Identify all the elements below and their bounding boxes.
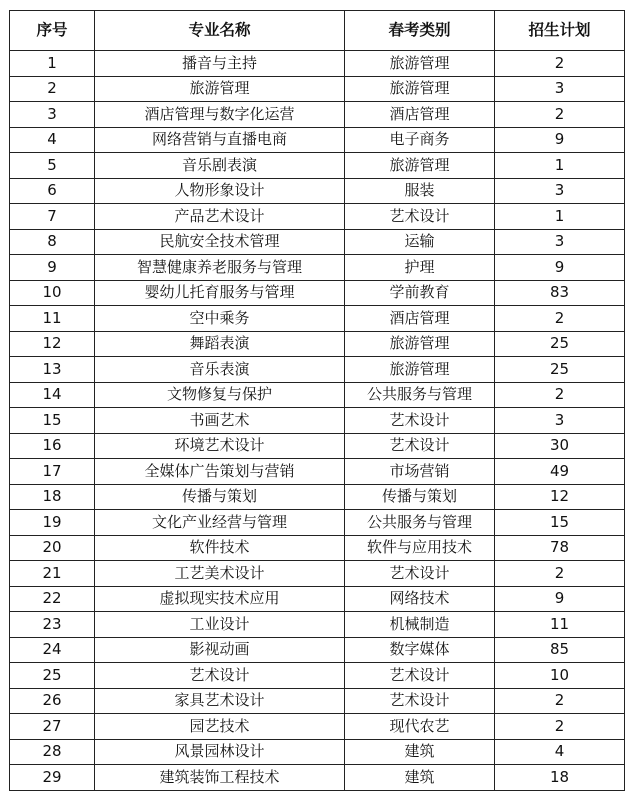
cell-serial-number: 25 [10, 663, 95, 689]
table-row [10, 76, 625, 102]
cell-exam-category: 艺术设计 [345, 663, 495, 689]
cell-exam-category: 艺术设计 [345, 433, 495, 459]
cell-serial-number: 17 [10, 459, 95, 485]
cell-enrollment-plan: 9 [495, 127, 625, 153]
table-row [10, 408, 625, 434]
cell-major-name: 影视动画 [95, 637, 345, 663]
cell-serial-number: 16 [10, 433, 95, 459]
cell-major-name: 传播与策划 [95, 484, 345, 510]
cell-serial-number: 9 [10, 255, 95, 281]
cell-enrollment-plan: 2 [495, 102, 625, 128]
cell-exam-category: 酒店管理 [345, 306, 495, 332]
cell-exam-category: 艺术设计 [345, 408, 495, 434]
table-row [10, 229, 625, 255]
table-row [10, 510, 625, 536]
cell-enrollment-plan: 3 [495, 178, 625, 204]
table-row [10, 102, 625, 128]
table-row [10, 739, 625, 765]
cell-enrollment-plan: 2 [495, 561, 625, 587]
cell-exam-category: 旅游管理 [345, 76, 495, 102]
cell-exam-category: 电子商务 [345, 127, 495, 153]
cell-serial-number: 6 [10, 178, 95, 204]
table-row [10, 280, 625, 306]
cell-serial-number: 8 [10, 229, 95, 255]
cell-exam-category: 建筑 [345, 765, 495, 791]
cell-major-name: 婴幼儿托育服务与管理 [95, 280, 345, 306]
table-row [10, 382, 625, 408]
cell-enrollment-plan: 4 [495, 739, 625, 765]
table-row [10, 535, 625, 561]
cell-major-name: 旅游管理 [95, 76, 345, 102]
table-row [10, 127, 625, 153]
table-row [10, 561, 625, 587]
table-row [10, 255, 625, 281]
cell-major-name: 建筑装饰工程技术 [95, 765, 345, 791]
cell-enrollment-plan: 25 [495, 331, 625, 357]
cell-exam-category: 公共服务与管理 [345, 382, 495, 408]
cell-major-name: 空中乘务 [95, 306, 345, 332]
table-row [10, 663, 625, 689]
table-row [10, 433, 625, 459]
cell-major-name: 文物修复与保护 [95, 382, 345, 408]
cell-exam-category: 公共服务与管理 [345, 510, 495, 536]
cell-serial-number: 5 [10, 153, 95, 179]
cell-serial-number: 14 [10, 382, 95, 408]
table-row [10, 178, 625, 204]
cell-exam-category: 服装 [345, 178, 495, 204]
cell-exam-category: 市场营销 [345, 459, 495, 485]
cell-enrollment-plan: 10 [495, 663, 625, 689]
cell-serial-number: 15 [10, 408, 95, 434]
table-row [10, 357, 625, 383]
header-exam-category: 春考类别 [345, 11, 495, 51]
cell-serial-number: 3 [10, 102, 95, 128]
cell-exam-category: 旅游管理 [345, 153, 495, 179]
table-row [10, 204, 625, 230]
cell-major-name: 民航安全技术管理 [95, 229, 345, 255]
cell-major-name: 产品艺术设计 [95, 204, 345, 230]
cell-serial-number: 28 [10, 739, 95, 765]
cell-enrollment-plan: 9 [495, 255, 625, 281]
cell-serial-number: 26 [10, 688, 95, 714]
cell-serial-number: 2 [10, 76, 95, 102]
cell-exam-category: 传播与策划 [345, 484, 495, 510]
cell-major-name: 家具艺术设计 [95, 688, 345, 714]
table-row [10, 612, 625, 638]
cell-exam-category: 机械制造 [345, 612, 495, 638]
cell-serial-number: 4 [10, 127, 95, 153]
cell-enrollment-plan: 25 [495, 357, 625, 383]
table-row [10, 765, 625, 791]
cell-serial-number: 21 [10, 561, 95, 587]
cell-major-name: 文化产业经营与管理 [95, 510, 345, 536]
header-row [10, 11, 625, 51]
cell-serial-number: 13 [10, 357, 95, 383]
cell-major-name: 智慧健康养老服务与管理 [95, 255, 345, 281]
cell-serial-number: 23 [10, 612, 95, 638]
cell-major-name: 艺术设计 [95, 663, 345, 689]
cell-enrollment-plan: 2 [495, 714, 625, 740]
table-row [10, 637, 625, 663]
table-row [10, 484, 625, 510]
cell-enrollment-plan: 49 [495, 459, 625, 485]
cell-enrollment-plan: 15 [495, 510, 625, 536]
cell-exam-category: 旅游管理 [345, 51, 495, 77]
table-row [10, 459, 625, 485]
cell-serial-number: 24 [10, 637, 95, 663]
cell-exam-category: 运输 [345, 229, 495, 255]
cell-enrollment-plan: 83 [495, 280, 625, 306]
cell-major-name: 音乐剧表演 [95, 153, 345, 179]
cell-exam-category: 数字媒体 [345, 637, 495, 663]
cell-exam-category: 酒店管理 [345, 102, 495, 128]
cell-enrollment-plan: 85 [495, 637, 625, 663]
cell-serial-number: 10 [10, 280, 95, 306]
table-row [10, 331, 625, 357]
cell-enrollment-plan: 2 [495, 688, 625, 714]
cell-serial-number: 29 [10, 765, 95, 791]
cell-major-name: 播音与主持 [95, 51, 345, 77]
cell-serial-number: 27 [10, 714, 95, 740]
table-row [10, 306, 625, 332]
cell-major-name: 舞蹈表演 [95, 331, 345, 357]
cell-exam-category: 学前教育 [345, 280, 495, 306]
table-row [10, 688, 625, 714]
cell-serial-number: 22 [10, 586, 95, 612]
cell-serial-number: 12 [10, 331, 95, 357]
cell-enrollment-plan: 9 [495, 586, 625, 612]
cell-exam-category: 建筑 [345, 739, 495, 765]
cell-enrollment-plan: 2 [495, 51, 625, 77]
cell-major-name: 人物形象设计 [95, 178, 345, 204]
header-major-name: 专业名称 [95, 11, 345, 51]
cell-enrollment-plan: 78 [495, 535, 625, 561]
cell-major-name: 风景园林设计 [95, 739, 345, 765]
table-row [10, 586, 625, 612]
cell-serial-number: 7 [10, 204, 95, 230]
cell-major-name: 环境艺术设计 [95, 433, 345, 459]
cell-major-name: 音乐表演 [95, 357, 345, 383]
cell-enrollment-plan: 30 [495, 433, 625, 459]
cell-enrollment-plan: 12 [495, 484, 625, 510]
table-row [10, 714, 625, 740]
cell-exam-category: 艺术设计 [345, 688, 495, 714]
cell-enrollment-plan: 2 [495, 306, 625, 332]
cell-major-name: 工业设计 [95, 612, 345, 638]
cell-major-name: 酒店管理与数字化运营 [95, 102, 345, 128]
cell-major-name: 书画艺术 [95, 408, 345, 434]
cell-serial-number: 19 [10, 510, 95, 536]
header-serial-number: 序号 [10, 11, 95, 51]
header-enrollment-plan: 招生计划 [495, 11, 625, 51]
cell-exam-category: 网络技术 [345, 586, 495, 612]
cell-exam-category: 软件与应用技术 [345, 535, 495, 561]
cell-major-name: 园艺技术 [95, 714, 345, 740]
cell-major-name: 全媒体广告策划与营销 [95, 459, 345, 485]
cell-serial-number: 11 [10, 306, 95, 332]
table-row [10, 153, 625, 179]
enrollment-table [9, 10, 625, 791]
cell-exam-category: 艺术设计 [345, 204, 495, 230]
cell-enrollment-plan: 2 [495, 382, 625, 408]
cell-exam-category: 护理 [345, 255, 495, 281]
cell-enrollment-plan: 1 [495, 153, 625, 179]
table-row [10, 51, 625, 77]
cell-enrollment-plan: 3 [495, 408, 625, 434]
cell-exam-category: 旅游管理 [345, 357, 495, 383]
cell-major-name: 软件技术 [95, 535, 345, 561]
table-body [10, 51, 625, 791]
cell-enrollment-plan: 11 [495, 612, 625, 638]
cell-major-name: 网络营销与直播电商 [95, 127, 345, 153]
cell-exam-category: 旅游管理 [345, 331, 495, 357]
cell-serial-number: 18 [10, 484, 95, 510]
table-header [10, 11, 625, 51]
cell-serial-number: 20 [10, 535, 95, 561]
cell-serial-number: 1 [10, 51, 95, 77]
cell-major-name: 虚拟现实技术应用 [95, 586, 345, 612]
cell-enrollment-plan: 3 [495, 76, 625, 102]
cell-enrollment-plan: 3 [495, 229, 625, 255]
cell-enrollment-plan: 18 [495, 765, 625, 791]
cell-exam-category: 现代农艺 [345, 714, 495, 740]
cell-enrollment-plan: 1 [495, 204, 625, 230]
cell-major-name: 工艺美术设计 [95, 561, 345, 587]
cell-exam-category: 艺术设计 [345, 561, 495, 587]
